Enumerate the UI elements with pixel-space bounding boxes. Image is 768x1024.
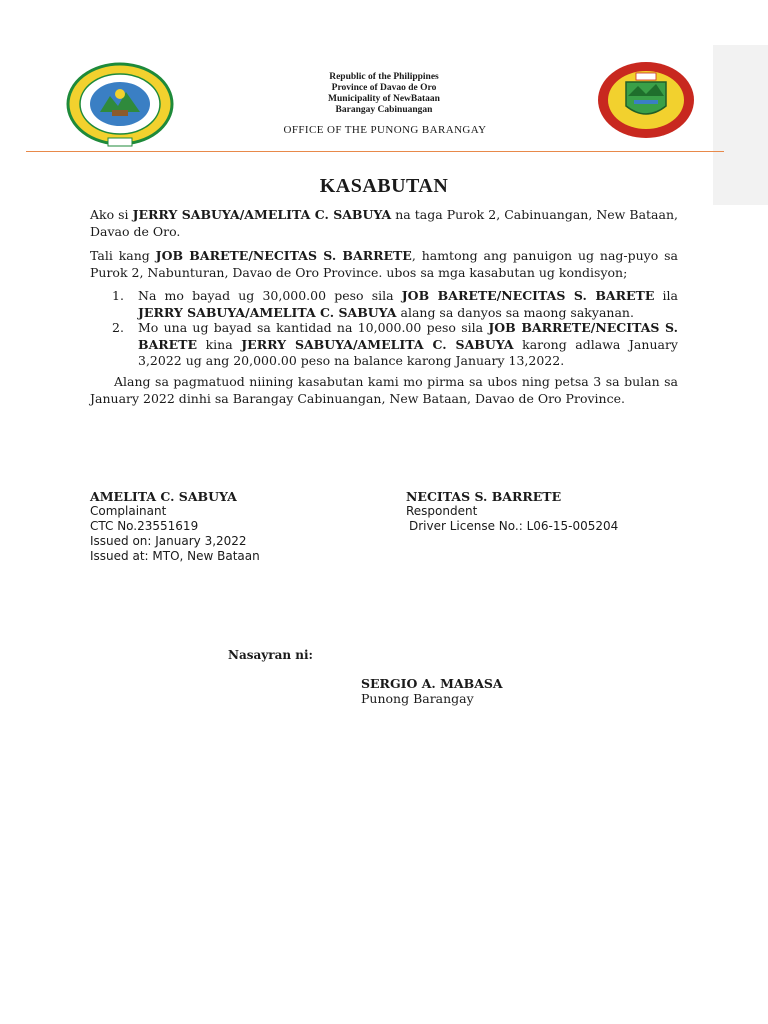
complainant-role: Complainant [90,504,167,518]
official-block [361,676,503,706]
witness-label: Nasayran ni: [228,648,313,662]
item-text-c: ila [654,288,678,303]
complainant-issued-on: Issued on: January 3,2022 [90,534,247,548]
barangay-line: Barangay Cabinuangan [335,105,433,115]
list-text [138,320,678,370]
item-text-e: karong adlawa January 3,2022 ug ang 20,000.00 peso na balance karong January 13,2022. [138,336,678,368]
p1-text-c: na taga Purok 2, Cabinuangan, New Bataan, Davao de Oro. [90,207,678,239]
republic-line: Republic of the Philippines [329,72,439,82]
office-title: OFFICE OF THE PUNONG BARANGAY [283,124,487,136]
item-party-d: JERRY SABUYA/AMELITA C. SABUYA [241,336,514,352]
municipality-seal-logo [596,60,696,140]
complainant-issued-at: Issued at: MTO, New Bataan [90,549,260,563]
item-party-d: JERRY SABUYA/AMELITA C. SABUYA [138,304,397,320]
p2-text-a: Tali kang [90,248,156,263]
list-number: 2. [112,320,124,335]
item-party-b: JOB BARRETE/NECITAS S. BARETE [138,320,678,352]
document-title: KASABUTAN [319,175,449,197]
complainant-block [90,489,260,564]
paragraph-parties-two [90,248,678,281]
paragraph-parties-one [90,207,678,240]
item-text-a: Mo una ug bayad sa kantidad na 10,000.00 peso sila [138,320,489,335]
p2-party-name: JOB BARETE/NECITAS S. BARRETE [155,248,412,263]
province-line: Province of Davao de Oro [331,83,437,93]
header-divider [26,151,724,152]
list-number: 1. [112,288,124,303]
complainant-name: AMELITA C. SABUYA [90,489,237,504]
paragraph-attestation: Alang sa pagmatuod niining kasabutan kami mo pirma sa ubos ning petsa 3 sa bulan sa January 2022 dinhi sa Barangay Cabinuangan, New Bataan, Davao de Oro Province. [90,374,678,406]
official-role: Punong Barangay [361,691,474,706]
complainant-ctc: CTC No.23551619 [90,519,199,533]
p2-text-c: , hamtong ang panuigon ug nag-puyo sa Purok 2, Nabunturan, Davao de Oro Province. ubos sa mga kasabutan ug kondisyon; [90,248,679,280]
item-party-b: JOB BARETE/NECITAS S. BARETE [401,288,655,303]
list-text [138,288,678,321]
respondent-role: Respondent [406,504,478,518]
respondent-block [406,489,618,534]
item-text-e: alang sa danyos sa maong sakyanan. [396,304,634,320]
barangay-seal-logo [66,62,174,148]
letterhead-text [200,72,568,116]
respondent-license: Driver License No.: L06-15-005204 [409,519,619,533]
respondent-name: NECITAS S. BARRETE [406,489,562,504]
item-text-a: Na mo bayad ug 30,000.00 peso sila [138,288,402,303]
item-text-c: kina [197,336,242,352]
p1-party-name: JERRY SABUYA/AMELITA C. SABUYA [132,207,392,222]
official-name: SERGIO A. MABASA [361,676,503,691]
p1-text-a: Ako si [90,207,133,222]
municipality-line: Municipality of NewBataan [328,94,440,104]
